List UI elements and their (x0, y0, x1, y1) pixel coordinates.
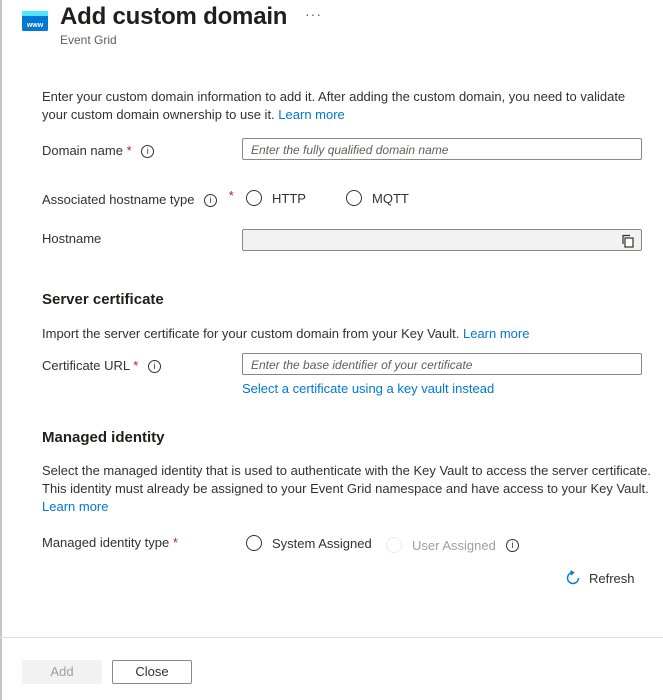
certificate-url-label-text: Certificate URL (42, 358, 130, 373)
radio-circle[interactable] (246, 190, 262, 206)
domain-name-label-text: Domain name (42, 143, 123, 158)
domain-name-placeholder: Enter the fully qualified domain name (251, 143, 449, 157)
server-certificate-description: Import the server certificate for your custom domain from your Key Vault. (42, 326, 460, 341)
radio-system-assigned[interactable] (246, 535, 372, 551)
web-domain-icon (22, 11, 48, 31)
info-icon[interactable]: i (506, 539, 519, 552)
server-certificate-text (42, 325, 652, 343)
radio-circle (386, 537, 402, 553)
radio-user-assigned-label: User Assigned (412, 537, 496, 553)
required-marker: * (126, 143, 132, 158)
info-icon[interactable]: i (141, 145, 154, 158)
more-options-button[interactable]: ··· (305, 6, 322, 22)
hostname-type-label (42, 188, 234, 207)
server-certificate-learn-more-link[interactable]: Learn more (462, 326, 530, 341)
svg-text:www: www (26, 22, 44, 29)
radio-user-assigned (386, 537, 519, 553)
required-marker: * (133, 358, 139, 373)
refresh-icon (565, 570, 581, 586)
radio-mqtt[interactable] (346, 190, 409, 206)
managed-identity-heading: Managed identity (42, 429, 165, 446)
managed-identity-learn-more-link[interactable]: Learn more (42, 499, 109, 514)
server-certificate-heading: Server certificate (42, 291, 164, 308)
refresh-label: Refresh (589, 570, 635, 586)
radio-circle[interactable] (346, 190, 362, 206)
required-marker: * (172, 535, 178, 550)
certificate-url-input[interactable] (242, 353, 642, 375)
refresh-button[interactable] (565, 570, 635, 586)
select-certificate-key-vault-link[interactable]: Select a certificate using a key vault instead (242, 381, 495, 396)
intro-text (42, 88, 642, 124)
hostname-type-label-text: Associated hostname type (42, 192, 195, 207)
hostname-input (242, 229, 642, 251)
copy-icon[interactable] (621, 234, 635, 248)
page-subtitle: Event Grid (60, 33, 117, 47)
managed-identity-description: Select the managed identity that is used to authenticate with the Key Vault to access the server certificate. This identity must already be assigned to your Event Grid namespace and have access to your Key Vault. (42, 463, 651, 496)
page-title: Add custom domain (60, 3, 288, 30)
managed-identity-type-label (42, 535, 178, 550)
domain-name-input[interactable] (242, 138, 642, 160)
required-marker: * (228, 188, 234, 203)
radio-http[interactable] (246, 190, 306, 206)
info-icon[interactable]: i (148, 360, 161, 373)
close-button[interactable]: Close (112, 660, 192, 684)
intro-learn-more-link[interactable]: Learn more (278, 107, 345, 122)
left-border (0, 0, 2, 700)
info-icon[interactable]: i (204, 194, 217, 207)
add-button[interactable]: Add (22, 660, 102, 684)
managed-identity-type-label-text: Managed identity type (42, 535, 170, 550)
radio-circle[interactable] (246, 535, 262, 551)
intro-description: Enter your custom domain information to add it. After adding the custom domain, you need to validate your custom domain ownership to use it. (42, 89, 626, 122)
domain-name-label (42, 143, 154, 158)
radio-system-assigned-label: System Assigned (272, 535, 372, 551)
radio-mqtt-label: MQTT (372, 190, 409, 206)
hostname-label: Hostname (42, 231, 102, 246)
radio-http-label: HTTP (272, 190, 306, 206)
certificate-url-placeholder: Enter the base identifier of your certificate (251, 358, 473, 372)
managed-identity-text (42, 462, 652, 516)
certificate-url-label (42, 358, 161, 373)
footer-divider (0, 637, 663, 638)
